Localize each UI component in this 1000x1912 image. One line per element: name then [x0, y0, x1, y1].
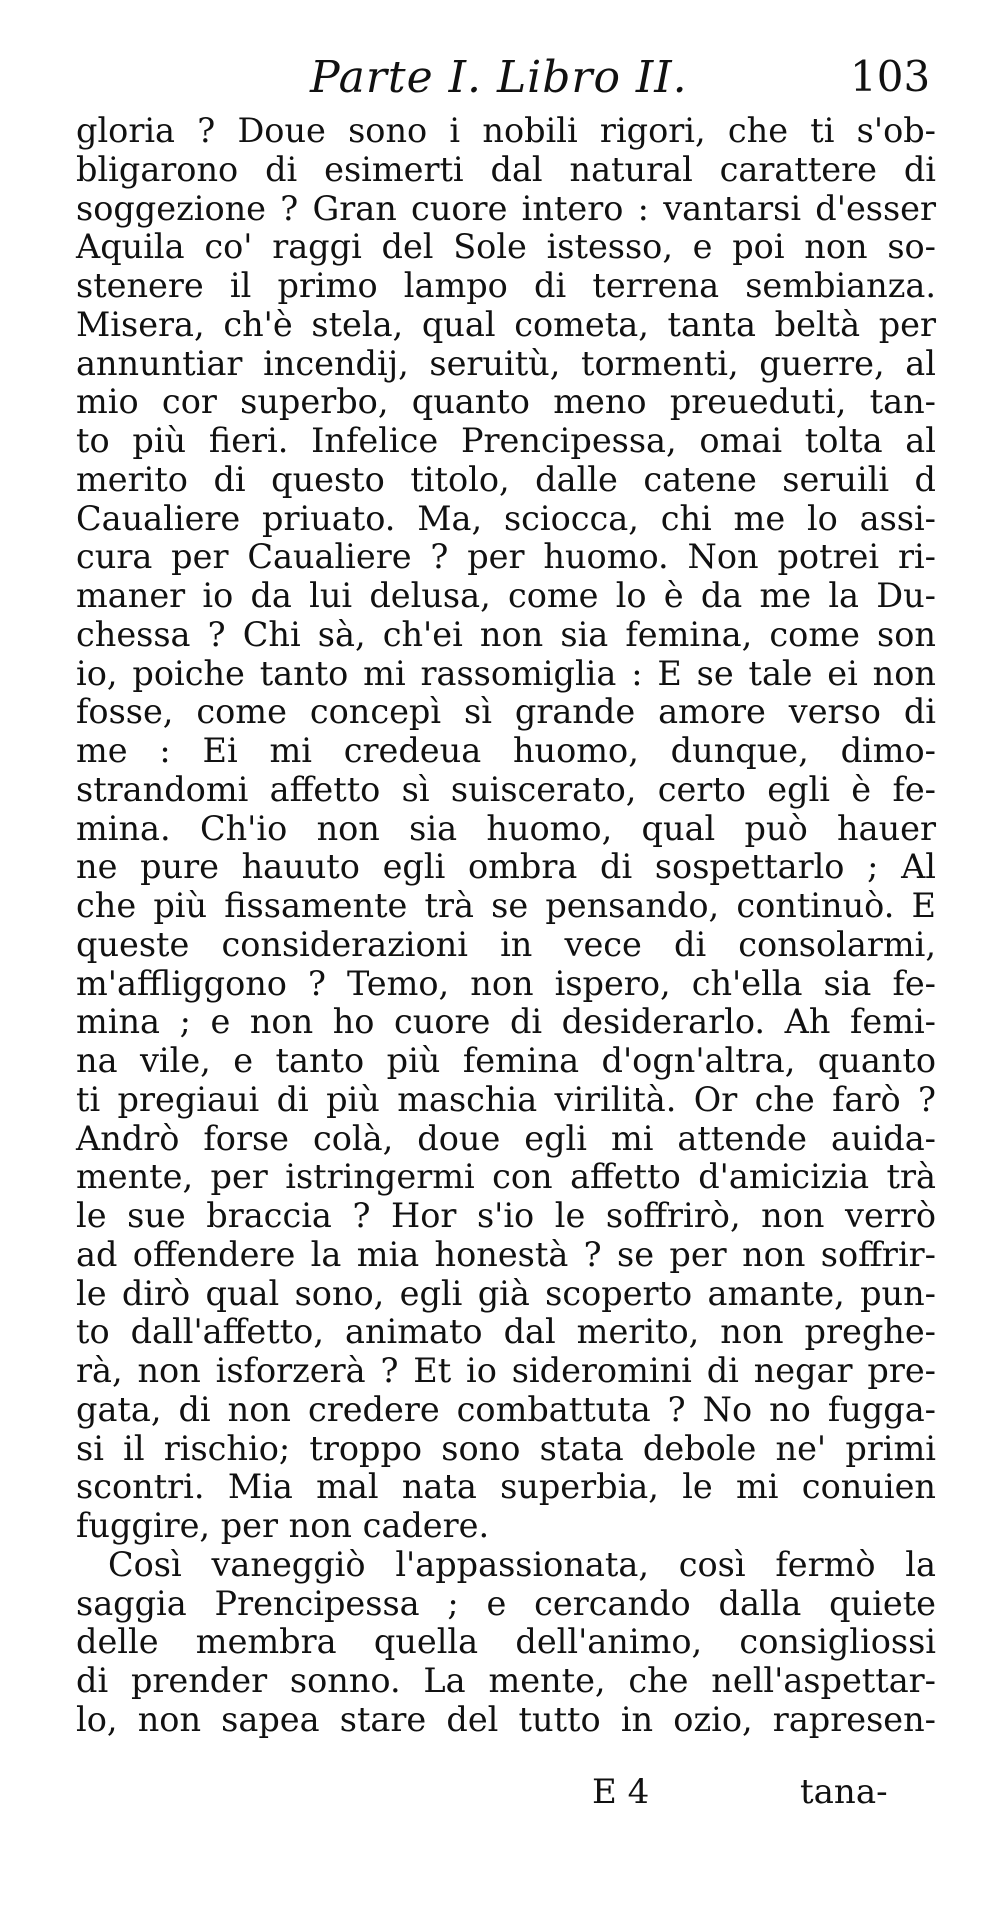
- text-line: ad offendere la mia honestà ? se per non soffrir-: [76, 1234, 936, 1274]
- text-line: rà, non isforzerà ? Et io sideromini di negar pre-: [76, 1351, 936, 1390]
- paragraph-1: [76, 112, 936, 1546]
- text-line: io, poiche tanto mi rassomiglia : E se tale ei non: [76, 653, 936, 693]
- text-line: che più fissamente trà se pensando, continuò. E: [76, 886, 936, 925]
- text-line: ti pregiaui di più maschia virilità. Or che farò ?: [76, 1079, 936, 1119]
- text-line: gata, di non credere combattuta ? No no fugga-: [76, 1389, 936, 1429]
- text-line: fuggire, per non cadere.: [76, 1506, 490, 1545]
- text-line: le sue braccia ? Hor s'io le soffrirò, non verrò: [76, 1196, 936, 1235]
- page-footer: [80, 1772, 940, 1822]
- text-line: m'affliggono ? Temo, non ispero, ch'ella sia fe-: [76, 963, 936, 1003]
- text-line: ne pure hauuto egli ombra di sospettarlo ; Al: [76, 847, 936, 887]
- page-header: [80, 52, 940, 112]
- text-line: Aquila co' raggi del Sole istesso, e poi non so-: [76, 227, 936, 267]
- text-line: stenere il primo lampo di terrena sembianza.: [76, 266, 936, 305]
- text-line: chessa ? Chi sà, ch'ei non sia femina, come son: [76, 614, 936, 654]
- text-line: delle membra quella dell'animo, consigliossi: [76, 1622, 936, 1662]
- text-line: na vile, e tanto più femina d'ogn'altra, quanto: [76, 1041, 936, 1080]
- text-line: gloria ? Doue sono i nobili rigori, che ti s'ob-: [76, 111, 936, 150]
- text-line: queste considerazioni in vece di consolarmi,: [76, 924, 936, 964]
- page-number: 103: [850, 52, 931, 101]
- text-line: di prender sonno. La mente, che nell'aspettar-: [76, 1661, 936, 1700]
- text-line: strandomi affetto sì suiscerato, certo egli è fe-: [76, 769, 936, 809]
- text-line: to più fieri. Infelice Prencipessa, omai tolta al: [76, 421, 936, 460]
- text-line: merito di questo titolo, dalle catene seruili d: [76, 459, 936, 499]
- text-line: Caualiere priuato. Ma, sciocca, chi me lo assi-: [76, 498, 936, 538]
- text-line: Misera, ch'è stela, qual cometa, tanta beltà per: [76, 304, 936, 344]
- text-line: si il rischio; troppo sono stata debole ne' primi: [76, 1428, 936, 1468]
- text-line: mina ; e non ho cuore di desiderarlo. Ah femi-: [76, 1002, 936, 1042]
- text-line: cura per Caualiere ? per huomo. Non potrei ri-: [76, 537, 936, 577]
- text-line: fosse, come concepì sì grande amore verso di: [76, 692, 936, 732]
- paragraph-2: [76, 1546, 936, 1740]
- text-line: to dall'affetto, animato dal merito, non preghe-: [76, 1312, 936, 1352]
- text-line: scontri. Mia mal nata superbia, le mi conuien: [76, 1467, 936, 1507]
- text-line: me : Ei mi credeua huomo, dunque, dimo-: [76, 731, 936, 770]
- text-line: Così vaneggiò l'appassionata, così fermò la: [108, 1544, 936, 1584]
- text-line: mente, per istringermi con affetto d'amicizia trà: [76, 1157, 936, 1197]
- body-text: [76, 112, 936, 1740]
- text-line: lo, non sapea stare del tutto in ozio, rapresen-: [76, 1699, 936, 1739]
- running-head: Parte I. Libro II.: [310, 52, 688, 103]
- text-line: saggia Prencipessa ; e cercando dalla quiete: [76, 1583, 936, 1623]
- text-line: maner io da lui delusa, come lo è da me la Du-: [76, 576, 936, 615]
- text-line: annuntiar incendij, seruitù, tormenti, guerre, al: [76, 343, 936, 383]
- signature-mark: E 4: [592, 1772, 650, 1812]
- text-line: mina. Ch'io non sia huomo, qual può hauer: [76, 808, 936, 848]
- catchword: tana-: [800, 1772, 888, 1812]
- text-line: soggezione ? Gran cuore intero : vantarsi d'esser: [76, 188, 936, 228]
- text-line: mio cor superbo, quanto meno preueduti, tan-: [76, 382, 936, 422]
- text-line: Andrò forse colà, doue egli mi attende auida-: [76, 1118, 936, 1158]
- text-line: le dirò qual sono, egli già scoperto amante, pun-: [76, 1273, 936, 1313]
- text-line: bligarono di esimerti dal natural carattere di: [76, 149, 936, 189]
